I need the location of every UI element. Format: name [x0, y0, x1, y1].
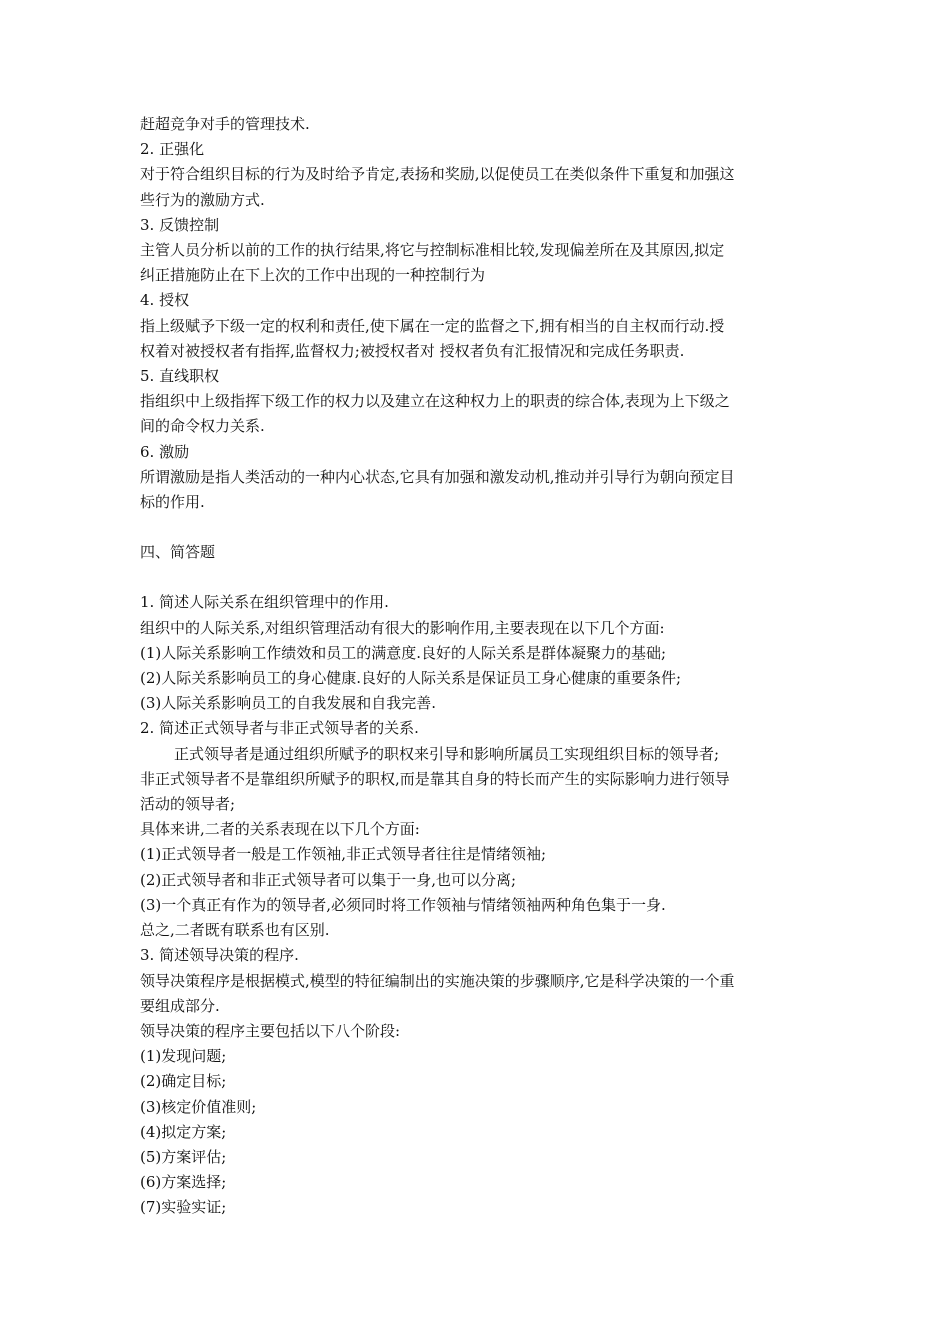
answer-text: 具体来讲,二者的关系表现在以下几个方面: [140, 820, 420, 839]
definition-text: 指上级赋予下级一定的权利和责任,使下属在一定的监督之下,拥有相当的自主权而行动.授 [140, 316, 725, 335]
definition-text: 所谓激励是指人类活动的一种内心状态,它具有加强和激发动机,推动并引导行为朝向预定目 [140, 467, 735, 486]
answer-text: 领导决策程序是根据模式,模型的特征编制出的实施决策的步骤顺序,它是科学决策的一个重 [140, 971, 735, 990]
answer-text: (3)一个真正有作为的领导者,必须同时将工作领袖与情绪领袖两种角色集于一身. [140, 895, 666, 914]
answer-text: (4)拟定方案; [140, 1122, 227, 1141]
definition-title: 2. 正强化 [140, 140, 205, 159]
definition-feedback-control [140, 213, 820, 289]
definition-delegation [140, 288, 820, 364]
continuation-text: 赶超竞争对手的管理技术. [140, 115, 310, 133]
definition-text: 间的命令权力关系. [140, 417, 265, 436]
answer-text: (1)发现问题; [140, 1047, 227, 1066]
definition-title: 5. 直线职权 [140, 367, 220, 386]
definition-text: 主管人员分析以前的工作的执行结果,将它与控制标准相比较,发现偏差所在及其原因,拟定 [140, 241, 725, 260]
section-heading: 四、简答题 [140, 543, 216, 562]
answer-text: 要组成部分. [140, 996, 220, 1015]
answer-text: 领导决策的程序主要包括以下八个阶段: [140, 1021, 401, 1040]
question-3 [140, 943, 820, 1220]
definition-title: 3. 反馈控制 [140, 215, 220, 234]
definition-line-authority [140, 364, 820, 440]
answer-text: (1)人际关系影响工作绩效和员工的满意度.良好的人际关系是群体凝聚力的基础; [140, 643, 667, 662]
answer-text: (5)方案评估; [140, 1147, 227, 1166]
document-page [140, 112, 820, 1221]
answer-text: (3)核定价值准则; [140, 1097, 257, 1116]
answer-text: 活动的领导者; [140, 795, 236, 814]
answer-text: (3)人际关系影响员工的自我发展和自我完善. [140, 694, 437, 713]
answer-text-indented: 正式领导者是通过组织所赋予的职权来引导和影响所属员工实现组织目标的领导者; [174, 744, 720, 763]
definition-text: 标的作用. [140, 493, 205, 512]
answer-text: 非正式领导者不是靠组织所赋予的职权,而是靠其自身的特长而产生的实际影响力进行领导 [140, 769, 730, 788]
answer-text: (7)实验实证; [140, 1198, 227, 1217]
question-title: 3. 简述领导决策的程序. [140, 946, 299, 965]
question-title: 2. 简述正式领导者与非正式领导者的关系. [140, 719, 419, 738]
definition-motivation [140, 440, 820, 516]
question-title: 1. 简述人际关系在组织管理中的作用. [140, 593, 389, 612]
definition-text: 纠正措施防止在下上次的工作中出现的一种控制行为 [140, 266, 486, 285]
answer-text: 总之,二者既有联系也有区别. [140, 921, 330, 940]
definition-title: 4. 授权 [140, 291, 190, 310]
answer-text: (2)人际关系影响员工的身心健康.良好的人际关系是保证员工身心健康的重要条件; [140, 669, 682, 688]
definition-text: 权着对被授权者有指挥,监督权力;被授权者对 授权者负有汇报情况和完成任务职责. [140, 341, 685, 360]
definition-text: 些行为的激励方式. [140, 190, 265, 209]
answer-text: (2)正式领导者和非正式领导者可以集于一身,也可以分离; [140, 870, 517, 889]
question-1 [140, 590, 820, 716]
answer-text: (2)确定目标; [140, 1072, 227, 1091]
answer-text: (1)正式领导者一般是工作领袖,非正式领导者往往是情绪领袖; [140, 845, 547, 864]
definition-text: 对于符合组织目标的行为及时给予肯定,表扬和奖励,以促使员工在类似条件下重复和加强这 [140, 165, 735, 184]
definition-title: 6. 激励 [140, 442, 190, 461]
answer-text: (6)方案选择; [140, 1173, 227, 1192]
answer-text: 组织中的人际关系,对组织管理活动有很大的影响作用,主要表现在以下几个方面: [140, 618, 665, 637]
definition-text: 指组织中上级指挥下级工作的权力以及建立在这种权力上的职责的综合体,表现为上下级之 [140, 392, 730, 411]
definition-positive-reinforcement [140, 137, 820, 213]
question-2 [140, 716, 820, 943]
